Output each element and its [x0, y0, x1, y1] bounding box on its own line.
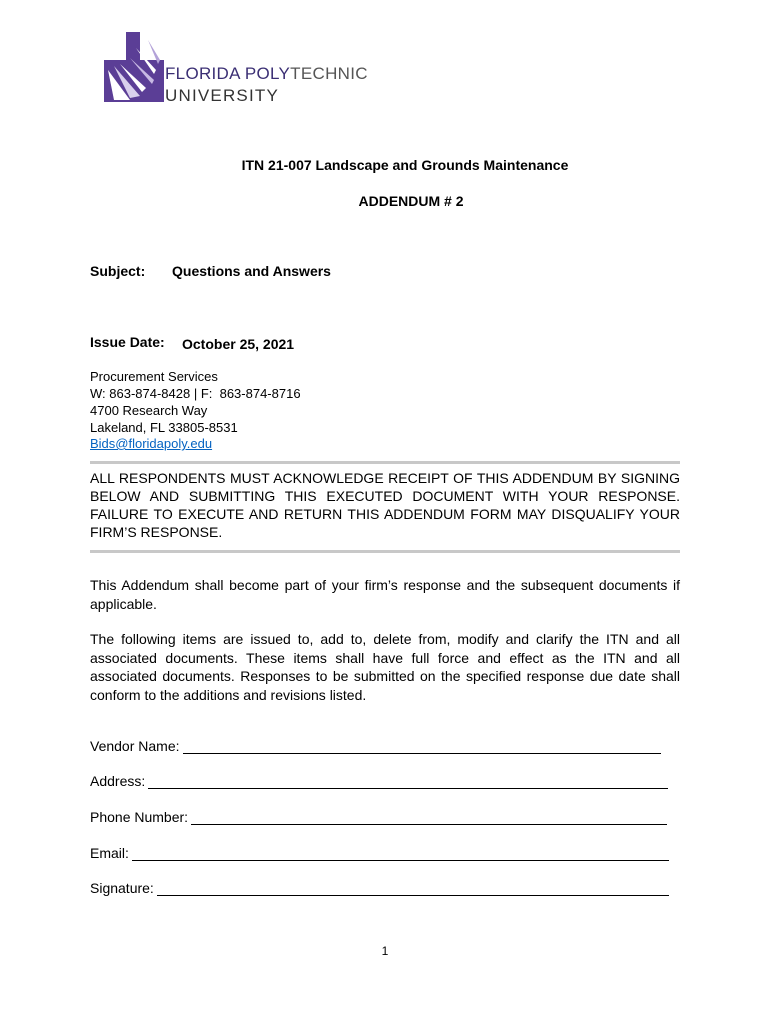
address-line[interactable]	[148, 774, 668, 789]
document-title: ITN 21-007 Landscape and Grounds Maintenance	[241, 157, 569, 173]
contact-city: Lakeland, FL 33805-8531	[90, 420, 238, 435]
vendor-name-label: Vendor Name:	[90, 738, 180, 754]
phone-number-field	[90, 809, 667, 825]
contact-street: 4700 Research Way	[90, 403, 208, 418]
divider-top	[90, 461, 680, 464]
subject-label: Subject:	[90, 263, 146, 279]
vendor-name-field	[90, 738, 661, 754]
address-field	[90, 773, 668, 789]
contact-dept: Procurement Services	[90, 369, 218, 384]
phone-number-label: Phone Number:	[90, 809, 189, 825]
phone-number-line[interactable]	[191, 810, 667, 825]
email-label: Email:	[90, 845, 129, 861]
contact-phones: W: 863-874-8428 | F: 863-874-8716	[90, 386, 301, 401]
logo-text-rest: TECHNIC	[290, 64, 368, 83]
divider-bottom	[90, 550, 680, 553]
paragraph-addendum-part: This Addendum shall become part of your firm’s response and the subsequent documents if applicable.	[90, 577, 680, 612]
paragraph-items-issued: The following items are issued to, add to, delete from, modify and clarify the ITN and all associated documents. These items shall have full force and effect as the ITN and all associated documents. Responses to be submitted on the specified response due date shall conform to the additions and revisions listed.	[90, 631, 680, 703]
logo-mark-icon	[100, 30, 170, 110]
contact-email-link[interactable]: Bids@floridapoly.edu	[90, 436, 213, 451]
issue-date-label: Issue Date:	[90, 334, 165, 350]
signature-label: Signature:	[90, 880, 154, 896]
email-line[interactable]	[132, 846, 669, 861]
page-number: 1	[381, 944, 389, 958]
issue-date-value: October 25, 2021	[182, 336, 295, 352]
acknowledgement-notice: ALL RESPONDENTS MUST ACKNOWLEDGE RECEIPT OF THIS ADDENDUM BY SIGNING BELOW AND SUBMITTING THIS EXECUTED DOCUMENT WITH YOUR RESPONSE. FAILURE TO EXECUTE AND RETURN THIS ADDENDUM FORM MAY DISQUALIFY YOUR FIRM’S RESPONSE.	[90, 470, 680, 540]
subject-value: Questions and Answers	[172, 263, 331, 279]
signature-field	[90, 880, 669, 896]
logo-text-line2: UNIVERSITY	[165, 86, 280, 105]
email-field	[90, 845, 669, 861]
addendum-number: ADDENDUM # 2	[358, 193, 464, 209]
vendor-name-line[interactable]	[183, 739, 661, 754]
address-label: Address:	[90, 773, 146, 789]
signature-line[interactable]	[157, 881, 669, 896]
logo-text-line1	[165, 64, 368, 84]
logo-text-bold: FLORIDA POLY	[165, 64, 291, 83]
